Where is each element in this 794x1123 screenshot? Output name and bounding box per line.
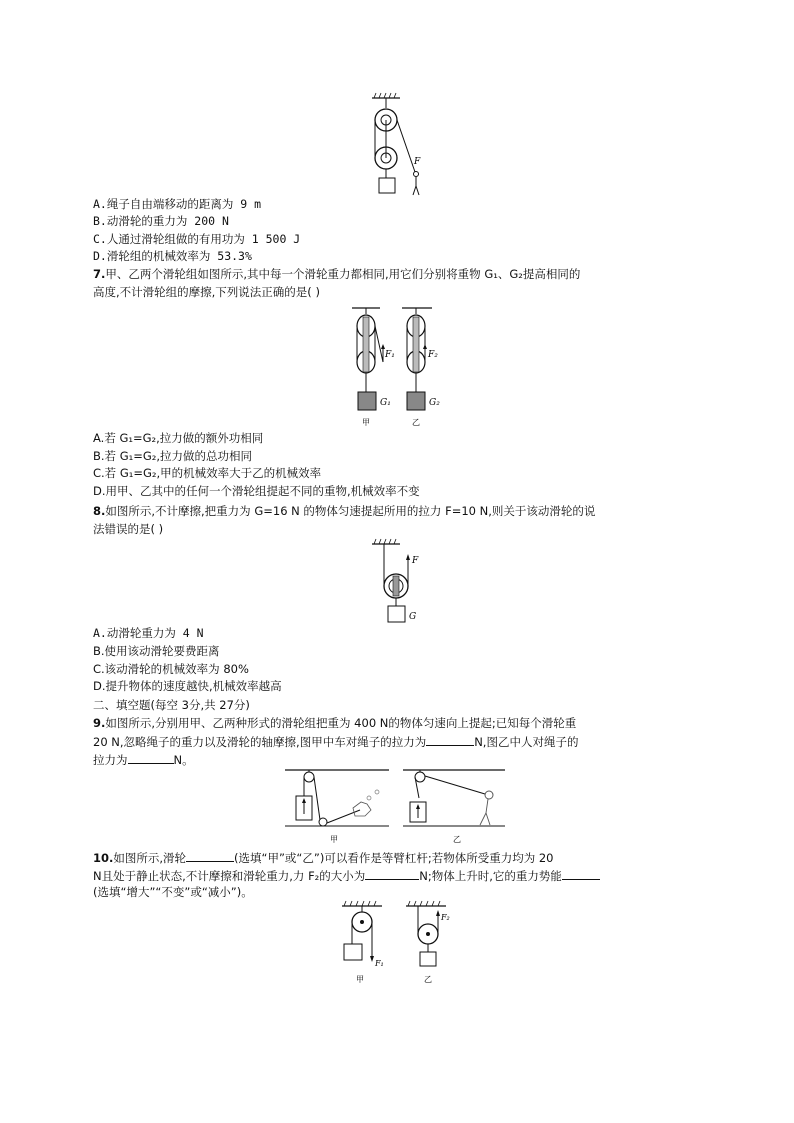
q9-line-3 (93, 751, 194, 769)
q6-option-d[interactable]: D.滑轮组的机械效率为 53.3% (93, 249, 252, 263)
q10-pulley-figure (340, 900, 460, 988)
q7-number: 7. (93, 267, 106, 281)
q8-option-a[interactable]: A.动滑轮重力为 4 N (93, 626, 204, 640)
q9-text-2a: 20 N,忽略绳子的重力以及滑轮的轴摩擦,图甲中车对绳子的拉力为 (93, 735, 427, 749)
q7-pulley-figure (340, 302, 450, 428)
q8-g-label: G (409, 612, 417, 622)
q9-text-3b: N。 (173, 753, 194, 767)
q10-answer-blank-1[interactable] (186, 849, 234, 862)
q9-text-3a: 拉力为 (93, 753, 128, 767)
q9-line-2 (93, 733, 578, 751)
q7-left-caption: 甲 (362, 418, 370, 427)
q10-line-3: (选填“增大”“不变”或“减小”)。 (93, 885, 253, 899)
q8-f-label: F (412, 556, 419, 566)
q8-pulley-figure (370, 538, 430, 626)
q10-f1-label: F₁ (375, 959, 384, 968)
q7-stem-line-1 (93, 266, 580, 283)
q7-g1-label: G₁ (380, 398, 391, 408)
q10-text-1b: (选填“甲”或“乙”)可以看作是等臂杠杆;若物体所受重力均为 20 (234, 851, 554, 865)
q8-option-c[interactable]: C.该动滑轮的机械效率为 80% (93, 662, 249, 676)
q9-right-caption: 乙 (453, 835, 461, 844)
q10-line-1 (93, 849, 554, 867)
q8-option-b[interactable]: B.使用该动滑轮要费距离 (93, 644, 220, 658)
q10-text-1a: 如图所示,滑轮 (113, 851, 187, 865)
q6-option-b[interactable]: B.动滑轮的重力为 200 N (93, 214, 229, 228)
q6-force-label: F (414, 157, 421, 167)
q10-answer-blank-3[interactable] (562, 867, 600, 880)
q9-number: 9. (93, 716, 106, 730)
q7-f1-label: F₁ (385, 350, 395, 360)
q6-option-c[interactable]: C.人通过滑轮组做的有用功为 1 500 J (93, 232, 301, 246)
q9-left-caption: 甲 (330, 835, 338, 844)
q7-g2-label: G₂ (429, 398, 440, 408)
q8-stem-text-1: 如图所示,不计摩擦,把重力为 G=16 N 的物体匀速提起所用的拉力 F=10 N,则关于该动滑轮的说 (105, 504, 596, 518)
q10-left-caption: 甲 (356, 975, 364, 984)
q9-line-1 (93, 715, 576, 732)
q9-answer-blank-2[interactable] (128, 751, 174, 764)
q9-text-1: 如图所示,分别用甲、乙两种形式的滑轮组把重为 400 N的物体匀速向上提起;已知每个滑轮重 (105, 716, 577, 730)
q9-pulley-figure (285, 768, 505, 846)
q6-option-a[interactable]: A.绳子自由端移动的距离为 9 m (93, 197, 262, 211)
q9-answer-blank-1[interactable] (426, 733, 474, 746)
q10-text-2b: N;物体上升时,它的重力势能 (419, 869, 562, 883)
q7-stem-text-1: 甲、乙两个滑轮组如图所示,其中每一个滑轮重力都相同,用它们分别将重物 G₁、G₂提高相同的 (105, 267, 581, 281)
q10-number: 10. (93, 851, 114, 865)
q8-stem-line-1 (93, 503, 595, 520)
q10-right-caption: 乙 (424, 975, 432, 984)
section-2-heading: 二、填空题(每空 3分,共 27分) (93, 698, 250, 712)
q10-f2-label: F₂ (441, 913, 450, 922)
q8-stem-line-2: 法错误的是( ) (93, 522, 164, 536)
q7-right-caption: 乙 (412, 418, 420, 427)
q6-pulley-figure (370, 92, 430, 196)
q7-f2-label: F₂ (428, 350, 438, 360)
q9-text-2b: N,图乙中人对绳子的 (474, 735, 579, 749)
q7-option-a[interactable]: A.若 G₁=G₂,拉力做的额外功相同 (93, 431, 264, 445)
q10-line-2 (93, 867, 600, 885)
q8-number: 8. (93, 504, 106, 518)
q7-option-c[interactable]: C.若 G₁=G₂,甲的机械效率大于乙的机械效率 (93, 466, 322, 480)
q7-option-b[interactable]: B.若 G₁=G₂,拉力做的总功相同 (93, 449, 253, 463)
q8-option-d[interactable]: D.提升物体的速度越快,机械效率越高 (93, 679, 282, 693)
q7-stem-line-2: 高度,不计滑轮组的摩擦,下列说法正确的是( ) (93, 285, 320, 299)
q10-answer-blank-2[interactable] (365, 867, 419, 880)
q7-option-d[interactable]: D.用甲、乙其中的任何一个滑轮组提起不同的重物,机械效率不变 (93, 484, 420, 498)
q10-text-2a: N且处于静止状态,不计摩擦和滑轮重力,力 F₂的大小为 (93, 869, 366, 883)
